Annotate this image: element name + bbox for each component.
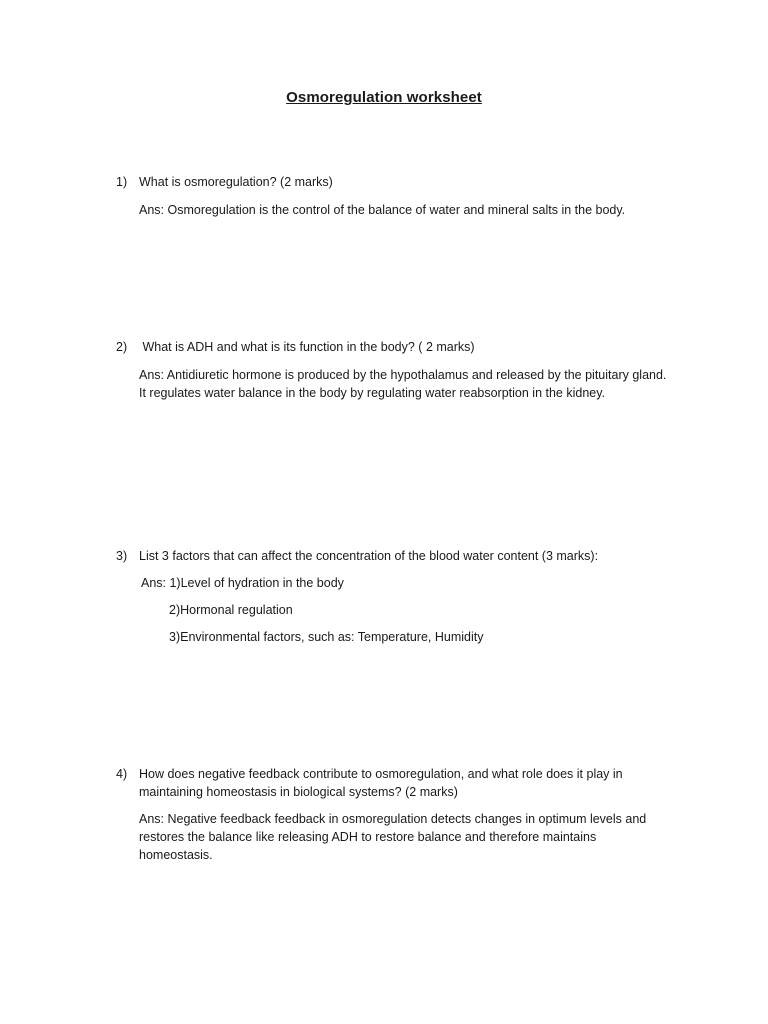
question-line	[116, 338, 676, 356]
question-text: What is ADH and what is its function in the body? ( 2 marks)	[139, 340, 475, 354]
question-line	[116, 173, 676, 191]
answer-text: Ans: Negative feedback feedback in osmoregulation detects changes in optimum levels and restores the balance like releasing ADH to restore balance and therefore maintains homeostasis.	[139, 812, 647, 862]
answer-text: Ans: Antidiuretic hormone is produced by the hypothalamus and released by the pituitary gland. It regulates water balance in the body by regulating water reabsorption in the kidney.	[139, 368, 667, 400]
answer-line-2: 2)Hormonal regulation	[169, 603, 293, 617]
question-text: What is osmoregulation? (2 marks)	[139, 175, 333, 189]
question-3	[116, 547, 676, 646]
question-line	[116, 547, 676, 565]
answer-line-3: 3)Environmental factors, such as: Temperature, Humidity	[169, 630, 484, 644]
question-line	[116, 765, 676, 801]
page-title: Osmoregulation worksheet	[286, 89, 482, 106]
answer-line-1: Ans: 1)Level of hydration in the body	[141, 576, 344, 590]
question-4	[116, 765, 676, 864]
question-text: List 3 factors that can affect the concentration of the blood water content (3 marks):	[139, 549, 599, 563]
question-number: 1)	[116, 175, 128, 189]
question-number: 3)	[116, 549, 128, 563]
answer-text: Ans: Osmoregulation is the control of the balance of water and mineral salts in the body.	[139, 203, 626, 217]
question-number: 2)	[116, 340, 128, 354]
question-2	[116, 338, 676, 402]
question-1	[116, 173, 676, 219]
question-text: How does negative feedback contribute to osmoregulation, and what role does it play in maintaining homeostasis in biological systems? (2 marks)	[139, 767, 623, 799]
question-number: 4)	[116, 767, 128, 781]
